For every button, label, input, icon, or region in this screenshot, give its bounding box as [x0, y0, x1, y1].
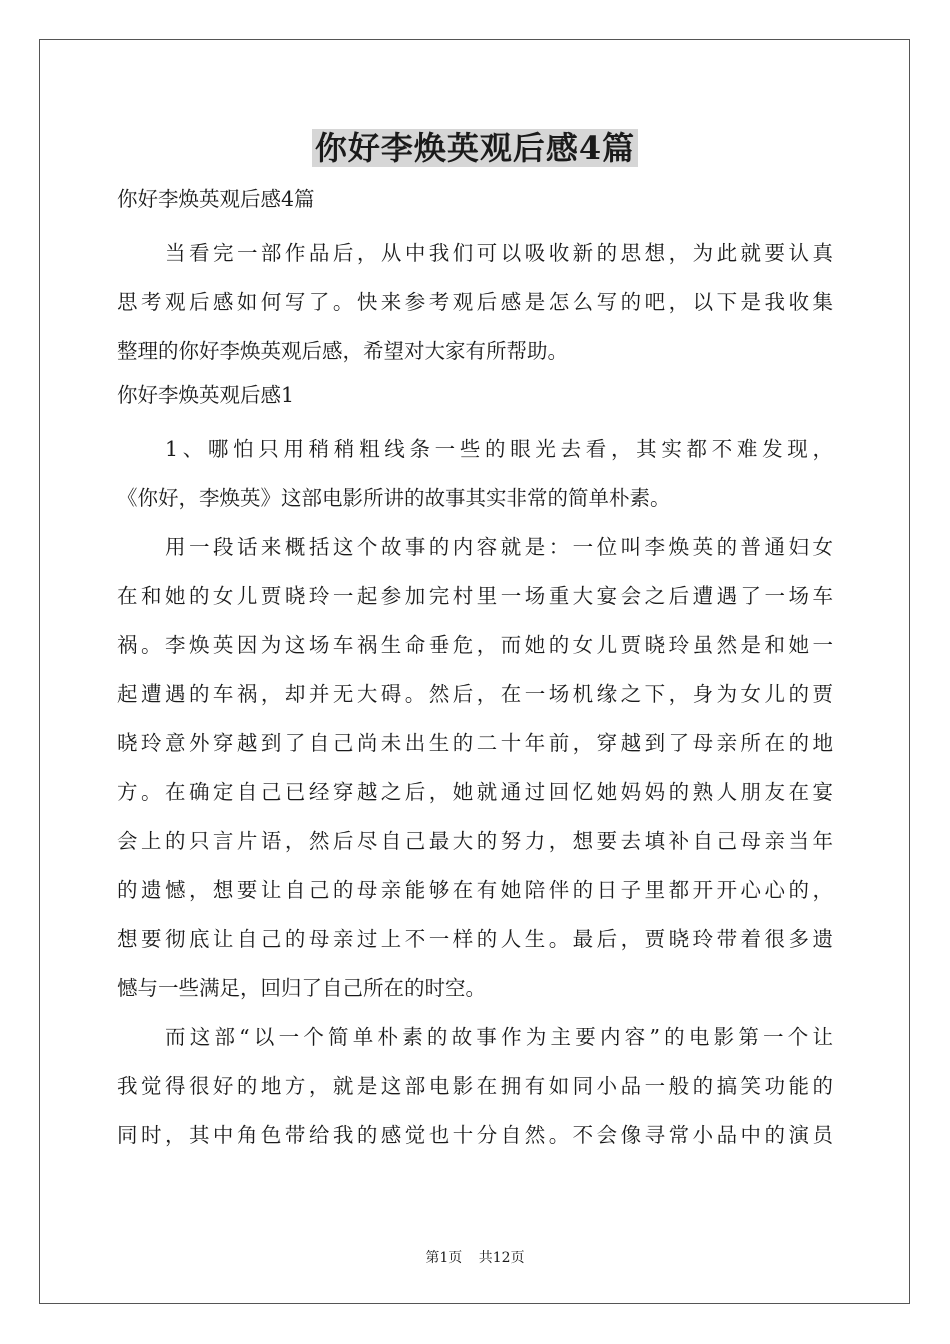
paragraph-line: 方。在确定自己已经穿越之后，她就通过回忆她妈妈的熟人朋友在宴	[117, 780, 833, 804]
page-footer	[0, 1248, 950, 1268]
paragraph-line: 会上的只言片语，然后尽自己最大的努力，想要去填补自己母亲当年	[117, 829, 833, 853]
page-number-current: 第1页	[425, 1250, 463, 1266]
paragraph-1	[117, 425, 833, 523]
document-subtitle: 你好李焕英观后感4篇	[117, 187, 315, 211]
paragraph-line: 在和她的女儿贾晓玲一起参加完村里一场重大宴会之后遭遇了一场车	[117, 584, 833, 608]
paragraph-line: 憾与一些满足，回归了自己所在的时空。	[117, 976, 486, 1000]
paragraph-line: 1、哪怕只用稍稍粗线条一些的眼光去看，其实都不难发现，	[165, 437, 833, 461]
document-body	[117, 180, 833, 1160]
paragraph-line: 《你好，李焕英》这部电影所讲的故事其实非常的简单朴素。	[117, 486, 671, 510]
document-title	[0, 126, 950, 170]
paragraph-line: 而这部“以一个简单朴素的故事作为主要内容”的电影第一个让	[165, 1025, 833, 1049]
paragraph-3	[117, 1013, 833, 1160]
paragraph-2	[117, 523, 833, 1013]
intro-line: 思考观后感如何写了。快来参考观后感是怎么写的吧，以下是我收集	[117, 290, 833, 314]
paragraph-line: 的遗憾，想要让自己的母亲能够在有她陪伴的日子里都开开心心的，	[117, 878, 833, 902]
paragraph-line: 我觉得很好的地方，就是这部电影在拥有如同小品一般的搞笑功能的	[117, 1074, 833, 1098]
paragraph-line: 祸。李焕英因为这场车祸生命垂危，而她的女儿贾晓玲虽然是和她一	[117, 633, 833, 657]
paragraph-line: 起遭遇的车祸，却并无大碍。然后，在一场机缘之下，身为女儿的贾	[117, 682, 833, 706]
paragraph-line: 同时，其中角色带给我的感觉也十分自然。不会像寻常小品中的演员	[117, 1123, 833, 1147]
paragraph-line: 用一段话来概括这个故事的内容就是：一位叫李焕英的普通妇女	[165, 535, 833, 559]
intro-paragraph	[117, 229, 833, 376]
intro-line: 当看完一部作品后，从中我们可以吸收新的思想，为此就要认真	[165, 241, 833, 265]
page-number-total: 共12页	[478, 1250, 525, 1266]
paragraph-line: 晓玲意外穿越到了自己尚未出生的二十年前，穿越到了母亲所在的地	[117, 731, 833, 755]
intro-line: 整理的你好李焕英观后感，希望对大家有所帮助。	[117, 339, 568, 363]
document-title-text: 你好李焕英观后感4篇	[312, 129, 638, 167]
section-heading: 你好李焕英观后感1	[117, 383, 295, 407]
paragraph-line: 想要彻底让自己的母亲过上不一样的人生。最后，贾晓玲带着很多遗	[117, 927, 833, 951]
